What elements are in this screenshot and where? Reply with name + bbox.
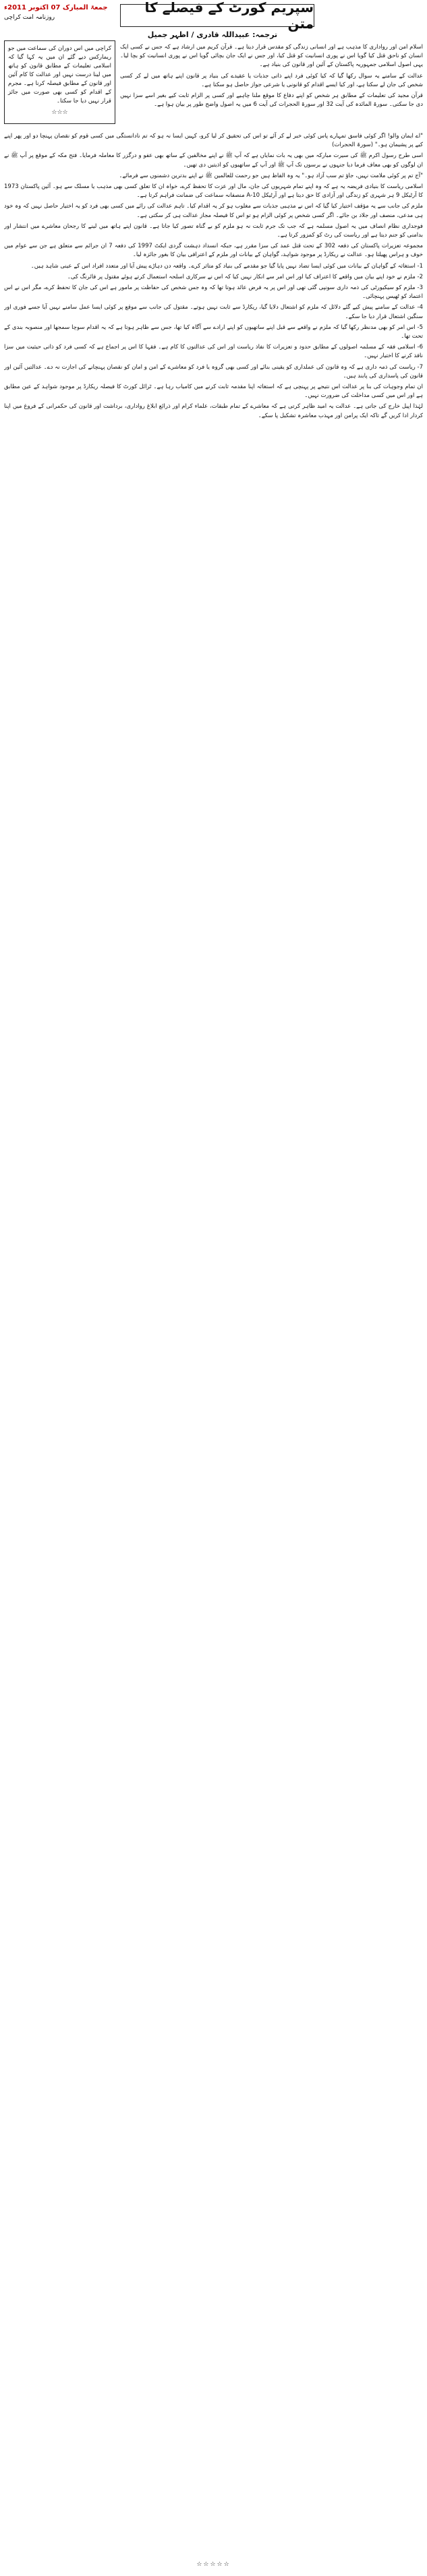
article-paragraph: 2- ملزم نے خود اپنے بیان میں واقعے کا اعتراف کیا اور اس امر سے انکار نہیں کیا کہ اس نے سرکاری اسلحہ استعمال کرتے ہوئے مقتول پر فائرنگ کی۔: [67, 273, 423, 280]
article-paragraph: ان تمام وجوہات کی بنا پر عدالت اس نتیجے پر پہنچی ہے کہ استغاثہ اپنا مقدمہ ثابت کرنے میں کامیاب رہا ہے۔ ٹرائل کورٹ کا فیصلہ ریکارڈ پر موجود شواہد کے عین مطابق ہے اور اس میں کسی مداخلت کی ضرورت نہیں۔: [4, 384, 423, 400]
article-paragraph: 5- اس امر کو بھی مدنظر رکھا گیا کہ ملزم نے واقعے سے قبل اپنے ساتھیوں کو اپنے ارادے سے آگاہ کیا تھا، جس سے ظاہر ہوتا ہے کہ یہ اقدام سوچا سمجھا اور منصوبہ بندی کے تحت تھا۔: [4, 324, 423, 340]
article-paragraph: اسلامی ریاست کا بنیادی فریضہ یہ ہے کہ وہ اپنے تمام شہریوں کی جان، مال اور عزت کا تحفظ کرے، خواہ ان کا تعلق کسی بھی مذہب یا مسلک سے ہو۔ آئین پاکستان 1973 کا آرٹیکل 9 ہر شہری کو زندگی اور آزادی کا حق دیتا ہے اور آرٹیکل 10-A منصفانہ سماعت کی ضمانت فراہم کرتا ہے۔: [4, 183, 423, 200]
article-paragraph: لہٰذا اپیل خارج کی جاتی ہے۔ عدالت یہ امید ظاہر کرتی ہے کہ معاشرے کے تمام طبقات، علماء کرام اور ذرائع ابلاغ رواداری، برداشت اور قانون کی حکمرانی کے فروغ میں اپنا کردار ادا کریں گے تاکہ ایک پرامن اور مہذب معاشرہ تشکیل پا سکے۔: [4, 403, 423, 419]
end-stars: ☆☆☆☆☆: [196, 2561, 231, 2568]
clipping-header: [4, 0, 423, 32]
article-paragraph: مجموعہ تعزیرات پاکستان کی دفعہ 302 کے تحت قتل عمد کی سزا مقرر ہے، جبکہ انسداد دہشت گردی ایکٹ 1997 کی دفعہ 7 ان جرائم سے متعلق ہے جن سے عوام میں خوف و ہراس پھیلتا ہو۔ عدالت نے ریکارڈ پر موجود شواہد، گواہان کے بیانات اور ملزم کے اعترافی بیان کا بغور جائزہ لیا۔: [4, 243, 423, 259]
article-paragraph: 6- اسلامی فقہ کے مسلمہ اصولوں کے مطابق حدود و تعزیرات کا نفاذ ریاست اور اس کی عدالتوں کا کام ہے۔ فقہا کا اس پر اجماع ہے کہ کسی فرد کو ذاتی حیثیت میں سزا نافذ کرنے کا اختیار نہیں۔: [4, 344, 423, 360]
article-paragraph: قرآن مجید کی تعلیمات کے مطابق ہر شخص کو اپنے دفاع کا موقع ملنا چاہیے اور کسی پر الزام ثابت کیے بغیر اسے سزا نہیں دی جا سکتی۔ سورۃ المائدہ کی آیت 32 اور سورۃ الحجرات کی آیت 6 میں یہ اصول واضح طور پر بیان ہوا ہے۔: [120, 92, 423, 109]
article-paragraph: اسی طرح رسول اکرم ﷺ کی سیرت مبارکہ میں بھی یہ بات نمایاں ہے کہ آپ ﷺ نے اپنے مخالفین کے ساتھ بھی عفو و درگزر کا معاملہ فرمایا۔ فتح مکہ کے موقع پر آپ ﷺ نے ان لوگوں کو بھی معاف فرما دیا جنہوں نے برسوں تک آپ ﷺ اور آپ کے ساتھیوں کو اذیتیں دی تھیں۔: [4, 152, 423, 168]
dateline: جمعۃ المبارک 07 اکتوبر 2011ء: [4, 4, 108, 11]
article-paragraph: فوجداری نظام انصاف میں یہ اصول مسلمہ ہے کہ جب تک جرم ثابت نہ ہو ملزم کو بے گناہ تصور کیا جاتا ہے۔ قانون اپنے ہاتھ میں لینے کا رجحان معاشرے میں انتشار اور بدامنی کو جنم دیتا ہے اور ریاست کی رٹ کو کمزور کرتا ہے۔: [4, 222, 423, 239]
article-body-main: [4, 132, 423, 2552]
article-paragraph: 4- عدالت کے سامنے پیش کیے گئے دلائل کہ ملزم کو اشتعال دلایا گیا، ریکارڈ سے ثابت نہیں ہوتے۔ مقتول کی جانب سے موقع پر کوئی ایسا عمل سامنے نہیں آیا جسے فوری اور سنگین اشتعال قرار دیا جا سکے۔: [4, 304, 423, 320]
article-paragraph: "آج تم پر کوئی ملامت نہیں، جاؤ تم سب آزاد ہو۔" یہ وہ الفاظ ہیں جو رحمت للعالمین ﷺ نے اپنے بدترین دشمنوں سے فرمائے۔: [119, 172, 423, 179]
article-paragraph: عدالت کے سامنے یہ سوال رکھا گیا کہ کیا کوئی فرد اپنے ذاتی جذبات یا عقیدے کی بنیاد پر قانون اپنے ہاتھ میں لے کر کسی شخص کی جان لے سکتا ہے، اور کیا ایسے اقدام کو قانونی یا شرعی جواز حاصل ہو سکتا ہے۔: [120, 72, 423, 88]
article-paragraph: 7- ریاست کی ذمہ داری ہے کہ وہ قانون کی عملداری کو یقینی بنائے اور کسی بھی گروہ یا فرد کو معاشرے کے امن و امان کو نقصان پہنچانے کی اجازت نہ دے۔ عدالتیں آئین اور قانون کی پاسداری کی پابند ہیں۔: [4, 363, 423, 379]
article-body-top: [120, 43, 423, 111]
highlight-text: کراچی میں اس دوران کی سماعت میں جو ریمارکس دیے گئے ان میں یہ کہا گیا کہ اسلامی تعلیمات کے مطابق قانون کو ہاتھ میں لینا درست نہیں اور عدالت کا کام آئین اور قانون کے مطابق فیصلہ کرنا ہے۔ مجرم کے اقدام کو کسی بھی صورت میں جائز قرار نہیں دیا جا سکتا۔: [8, 45, 111, 104]
newspaper-source: روزنامہ امت کراچی: [4, 14, 55, 21]
article-paragraph: ملزم کی جانب سے یہ مؤقف اختیار کیا گیا کہ اس نے مذہبی جذبات سے مغلوب ہو کر یہ اقدام کیا۔ تاہم عدالت کی رائے میں کسی بھی فرد کو یہ اختیار حاصل نہیں کہ وہ خود ہی مدعی، منصف اور جلاد بن جائے۔ اگر کسی شخص پر کوئی الزام ہو تو اس کا فیصلہ مجاز عدالت ہی کر سکتی ہے۔: [4, 203, 423, 219]
highlight-stars: ☆☆☆: [51, 109, 68, 116]
headline: سپریم کورٹ کے فیصلے کا متن: [120, 4, 314, 27]
highlight-box: [4, 40, 115, 124]
translator-byline: ترجمہ: عبیداللہ قادری / اظہر جمیل: [147, 30, 278, 39]
article-paragraph: 3- ملزم کو سیکیورٹی کی ذمہ داری سونپی گئی تھی اور اس پر یہ فرض عائد ہوتا تھا کہ وہ جس شخص کی حفاظت پر مامور ہے اس کی جان کا تحفظ کرے، مگر اس نے اس اعتماد کو ٹھیس پہنچائی۔: [4, 284, 423, 301]
article-paragraph: اسلام امن اور رواداری کا مذہب ہے اور انسانی زندگی کو مقدس قرار دیتا ہے۔ قرآن کریم میں ارشاد ہے کہ جس نے کسی ایک انسان کو ناحق قتل کیا گویا اس نے پوری انسانیت کو قتل کیا، اور جس نے ایک جان بچائی گویا اس نے پوری انسانیت کو بچا لیا۔ یہی اصول اسلامی جمہوریہ پاکستان کے آئین اور قانون کی بنیاد ہے۔: [120, 44, 423, 69]
article-paragraph: 1- استغاثہ کے گواہان کے بیانات میں کوئی ایسا تضاد نہیں پایا گیا جو مقدمے کی بنیاد کو متاثر کرے۔ واقعہ دن دہاڑے پیش آیا اور متعدد افراد اس کے عینی شاہد ہیں۔: [30, 262, 423, 270]
article-paragraph: "اے ایمان والو! اگر کوئی فاسق تمہارے پاس کوئی خبر لے کر آئے تو اس کی تحقیق کر لیا کرو، کہیں ایسا نہ ہو کہ تم نادانستگی میں کسی قوم کو نقصان پہنچا دو اور پھر اپنے کیے پر پشیمان ہو۔" (سورۃ الحجرات): [4, 133, 423, 149]
